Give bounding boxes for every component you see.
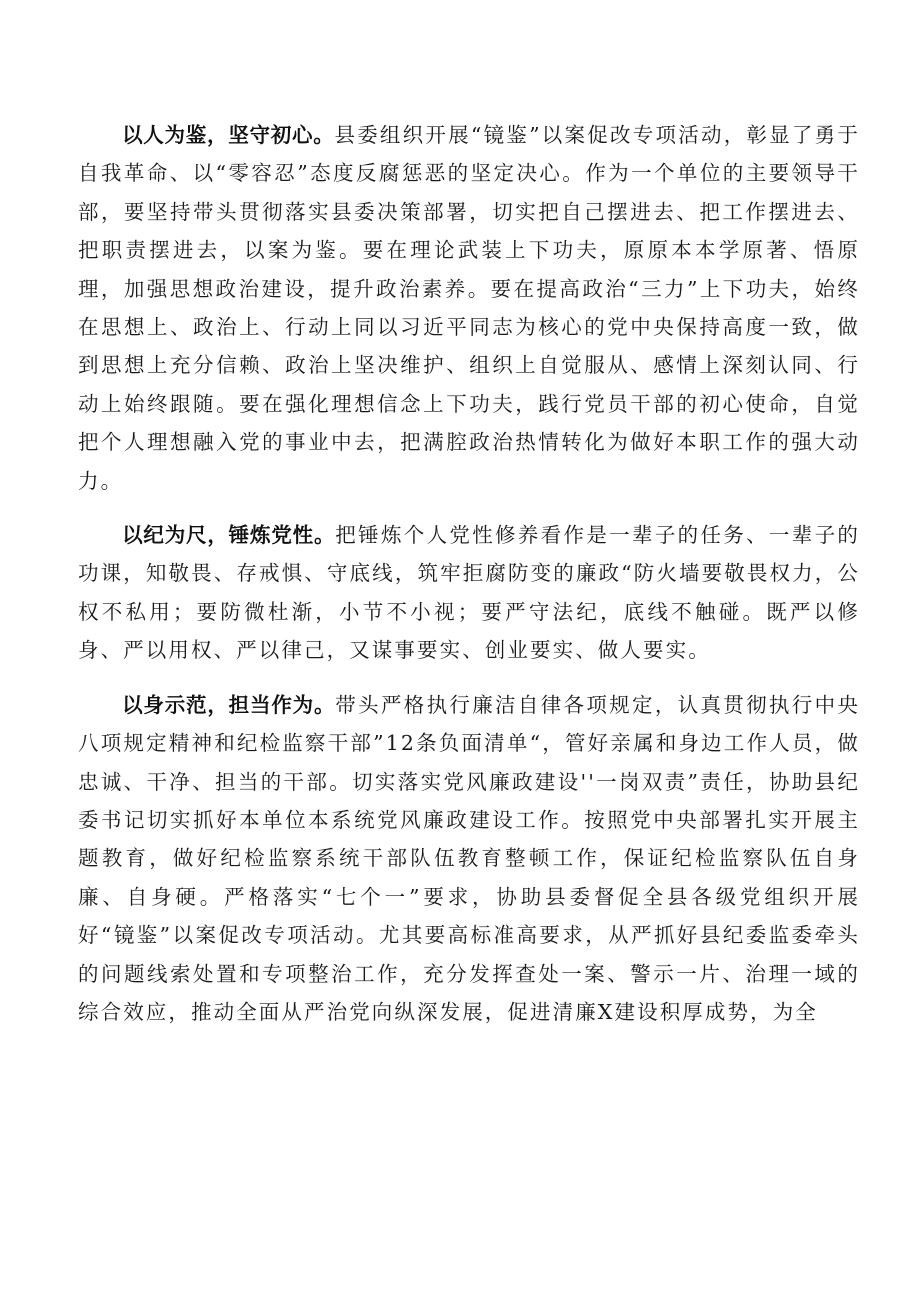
paragraph-temper-party-spirit bbox=[78, 516, 860, 670]
paragraph-heading: 以人为鉴，坚守初心。 bbox=[122, 123, 335, 147]
paragraph-text: 把锤炼个人党性修养看作是一辈子的任务、一辈子的功课，知敬畏、存戒惧、守底线，筑牢拒腐防变的廉政“防火墙要敬畏权力，公权不私用；要防微杜渐，小节不小视；要严守法纪，底线不触碰。既严以修身、严以用权、严以律己，又谋事要实、创业要实、做人要实。 bbox=[78, 523, 860, 663]
paragraph-keep-original-aspiration bbox=[78, 116, 860, 500]
paragraph-text: 带头严格执行廉洁自律各项规定，认真贯彻执行中央八项规定精神和纪检监察干部”12条负面清单“，管好亲属和身边工作人员，做忠诚、干净、担当的干部。切实落实党风廉政建设''一岗双责”责任，协助县纪委书记切实抓好本单位本系统党风廉政建设工作。按照党中央部署扎实开展主题教育，做好纪检监察系统干部队伍教育整顿工作，保证纪检监察队伍自身廉、自身硬。严格落实“七个一”要求，协助县委督促全县各级党组织开展好“镜鉴”以案促改专项活动。尤其要高标准高要求，从严抓好县纪委监委牵头的问题线索处置和专项整治工作，充分发挥查处一案、警示一片、治理一域的综合效应，推动全面从严治党向纵深发展，促进清廉X建设积厚成势，为全 bbox=[78, 692, 860, 1024]
paragraph-heading: 以纪为尺，锤炼党性。 bbox=[122, 523, 336, 548]
paragraph-heading: 以身示范，担当作为。 bbox=[122, 692, 336, 717]
paragraph-lead-by-example bbox=[78, 686, 860, 1032]
document-body bbox=[78, 116, 860, 1031]
paragraph-text: 县委组织开展“镜鉴”以案促改专项活动，彰显了勇于自我革命、以“零容忍”态度反腐惩恶的坚定决心。作为一个单位的主要领导干部，要坚持带头贯彻落实县委决策部署，切实把自己摆进去、把工作摆进去、把职责摆进去，以案为鉴。要在理论武装上下功夫，原原本本学原著、悟原理，加强思想政治建设，提升政治素养。要在提高政治“三力”上下功夫，始终在思想上、政治上、行动上同以习近平同志为核心的党中央保持高度一致，做到思想上充分信赖、政治上坚决维护、组织上自觉服从、感情上深刻认同、行动上始终跟随。要在强化理想信念上下功夫，践行党员干部的初心使命，自觉把个人理想融入党的事业中去，把满腔政治热情转化为做好本职工作的强大动力。 bbox=[78, 123, 861, 493]
